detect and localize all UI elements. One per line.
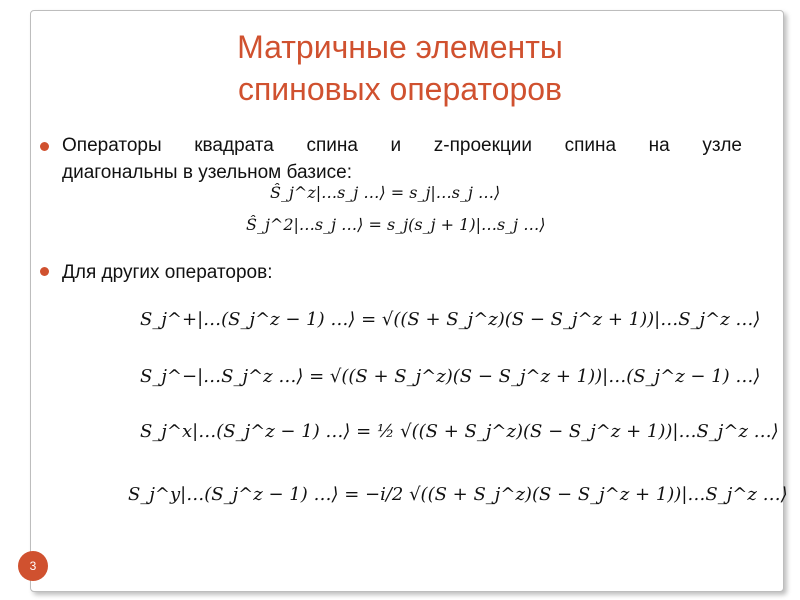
equation-s-x: S_j^x|…(S_j^z − 1) …⟩ = ½ √((S + S_j^z)(S − S_j^z + 1))|…S_j^z …⟩ bbox=[140, 421, 779, 442]
equation-sz-diagonal: Ŝ_j^z|…s_j …⟩ = s_j|…s_j …⟩ bbox=[270, 183, 501, 202]
title-line-1: Матричные элементы bbox=[237, 29, 563, 65]
slide-title bbox=[0, 26, 800, 110]
equation-s-plus: S_j^+|…(S_j^z − 1) …⟩ = √((S + S_j^z)(S − S_j^z + 1))|…S_j^z …⟩ bbox=[140, 309, 761, 330]
equation-s-minus: S_j^−|…S_j^z …⟩ = √((S + S_j^z)(S − S_j^z + 1))|…(S_j^z − 1) …⟩ bbox=[140, 366, 761, 387]
bullet-1-line-1: Операторы квадрата спина и z-проекции спина на узле bbox=[62, 135, 742, 156]
bullet-dot-icon bbox=[40, 142, 49, 151]
equation-s2-diagonal: Ŝ_j^2|…s_j …⟩ = s_j(s_j + 1)|…s_j …⟩ bbox=[246, 215, 546, 234]
bullet-1-line-2: диагональны в узельном базисе: bbox=[62, 162, 352, 183]
bullet-2-text: Для других операторов: bbox=[62, 262, 273, 283]
slide-number-badge: 3 bbox=[18, 551, 48, 581]
bullet-dot-icon bbox=[40, 267, 49, 276]
bullet-1-text bbox=[62, 132, 742, 186]
equation-s-y: S_j^y|…(S_j^z − 1) …⟩ = −i/2 √((S + S_j^z)(S − S_j^z + 1))|…S_j^z …⟩ bbox=[128, 484, 788, 505]
title-line-2: спиновых операторов bbox=[237, 71, 563, 107]
